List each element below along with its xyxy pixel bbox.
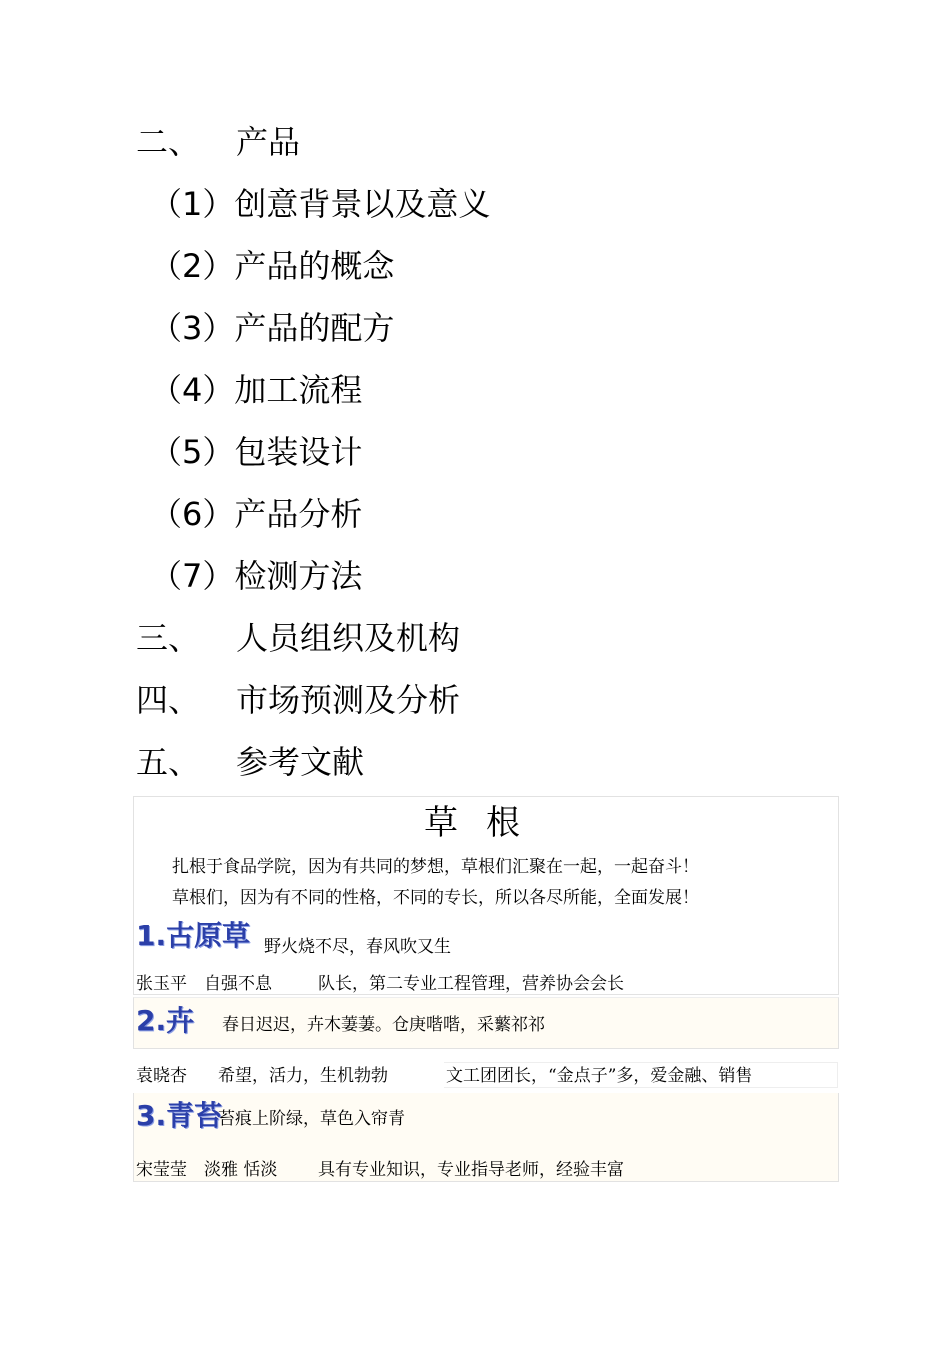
member-motto-3: 苔痕上阶绿，草色入帘青 xyxy=(218,1109,405,1129)
toc-section-3 xyxy=(136,618,460,658)
member-trait-2: 希望，活力，生机勃勃 xyxy=(218,1066,388,1086)
toc-item: （5）包装设计 xyxy=(150,433,363,471)
member-badge-1: 1.古原草 xyxy=(136,919,251,952)
toc-section-5 xyxy=(136,742,364,782)
toc-section-number: 二、 xyxy=(136,123,201,161)
toc-item: （1）创意背景以及意义 xyxy=(150,185,491,223)
member-2-role-frame xyxy=(444,1062,838,1088)
toc-item: （3）产品的配方 xyxy=(150,309,395,347)
member-3-box xyxy=(133,1093,839,1182)
member-name-2: 袁晓杏 xyxy=(136,1066,187,1086)
team-intro-line-1: 扎根于食品学院，因为有共同的梦想，草根们汇聚在一起，一起奋斗！ xyxy=(172,857,699,877)
member-badge-2: 2.卉 xyxy=(136,1004,195,1037)
member-role-3: 具有专业知识，专业指导老师，经验丰富 xyxy=(318,1160,624,1180)
toc-item: （7）检测方法 xyxy=(150,557,363,595)
member-role-1: 队长，第二专业工程管理，营养协会会长 xyxy=(318,974,624,994)
team-intro-line-2: 草根们，因为有不同的性格，不同的专长，所以各尽所能，全面发展！ xyxy=(172,888,699,908)
member-name-1: 张玉平 xyxy=(136,974,187,994)
toc-section-number: 五、 xyxy=(136,743,201,781)
toc-section-label: 人员组织及机构 xyxy=(236,619,461,657)
member-2-header xyxy=(133,997,839,1049)
member-name-3: 宋莹莹 xyxy=(136,1160,187,1180)
toc-item: （6）产品分析 xyxy=(150,495,363,533)
toc-section-4 xyxy=(136,680,460,720)
toc-item: （4）加工流程 xyxy=(150,371,363,409)
toc-section-label: 参考文献 xyxy=(236,743,365,781)
toc-section-number: 三、 xyxy=(136,619,201,657)
member-badge-3: 3.青苔 xyxy=(136,1099,223,1132)
member-trait-1: 自强不息 xyxy=(204,974,272,994)
toc-section-number: 四、 xyxy=(136,681,201,719)
member-trait-3: 淡雅 恬淡 xyxy=(204,1160,278,1180)
member-role-2: 文工团团长，“金点子”多，爱金融、销售 xyxy=(446,1066,753,1086)
team-intro-box xyxy=(133,796,839,995)
member-motto-1: 野火烧不尽，春风吹又生 xyxy=(264,937,451,957)
toc-item: （2）产品的概念 xyxy=(150,247,395,285)
team-title: 草根 xyxy=(424,803,548,843)
toc-section-2 xyxy=(136,122,300,162)
toc-section-label: 产品 xyxy=(236,123,301,161)
toc-section-label: 市场预测及分析 xyxy=(236,681,461,719)
member-motto-2: 春日迟迟，卉木萋萋。仓庚喈喈，采蘩祁祁 xyxy=(222,1015,545,1035)
